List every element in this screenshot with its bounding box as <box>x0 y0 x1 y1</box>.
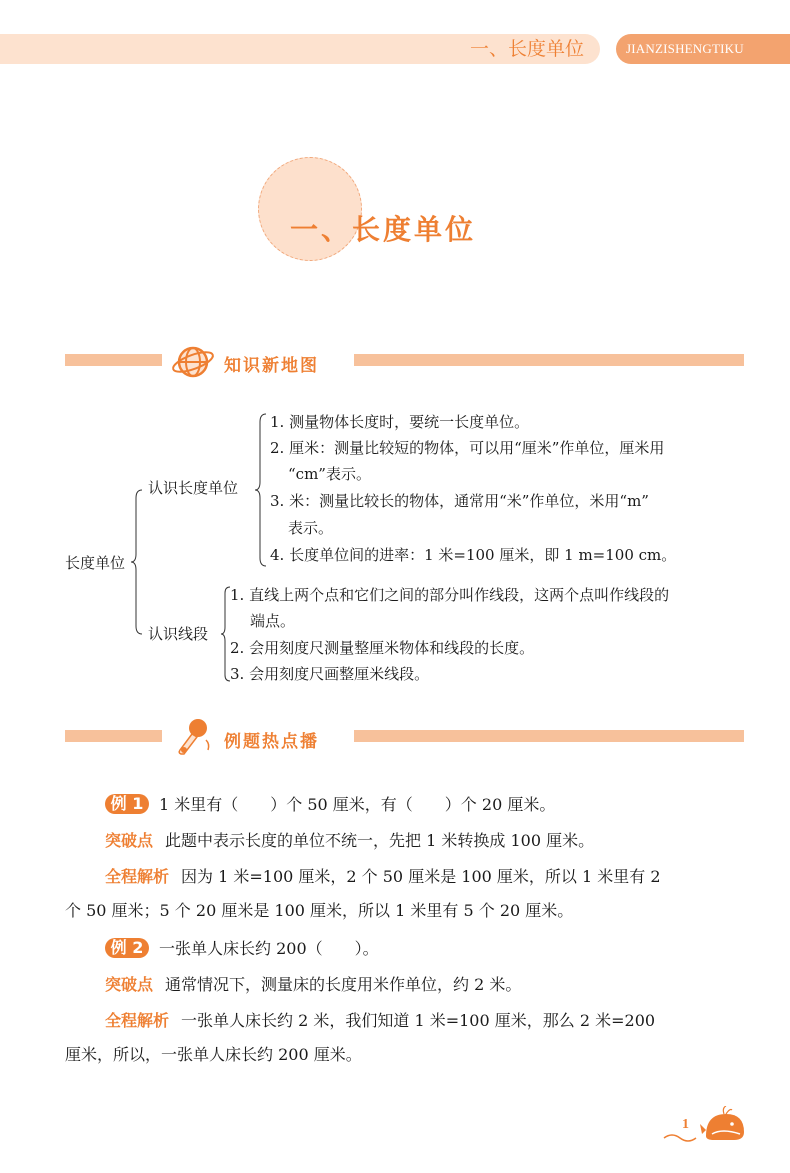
branch2-item: 1. 直线上两个点和它们之间的部分叫作线段，这两个点叫作线段的 <box>230 586 670 604</box>
microphone-icon <box>170 716 216 756</box>
branch1-item: 4. 长度单位间的进率：1 米=100 厘米，即 1 m=100 cm。 <box>270 546 677 564</box>
branch1-brace <box>254 412 268 568</box>
tree-root: 长度单位 <box>65 554 126 572</box>
section1-bar-left <box>65 354 162 366</box>
section2-title: 例题热点播 <box>224 732 319 752</box>
branch1-item: 表示。 <box>288 519 334 537</box>
example1-key-row <box>65 829 745 853</box>
page-number: 1 <box>682 1117 689 1132</box>
section2-bar-right <box>354 730 744 742</box>
section2-bar-left <box>65 730 162 742</box>
section1-bar-right <box>354 354 744 366</box>
branch2-item: 2. 会用刻度尺测量整厘米物体和线段的长度。 <box>230 639 535 657</box>
example2-analysis-line1: 一张单人床长约 2 米，我们知道 1 米=100 厘米，那么 2 米=200 <box>181 1011 656 1030</box>
example1-question: 1 米里有（ ）个 50 厘米，有（ ）个 20 厘米。 <box>159 795 556 814</box>
example2-question: 一张单人床长约 200（ ）。 <box>159 939 379 958</box>
branch1-item: 1. 测量物体长度时，要统一长度单位。 <box>270 413 530 431</box>
example1-badge: 例 1 <box>105 794 149 814</box>
example1-analysis-label: 全程解析 <box>105 867 170 886</box>
branch1-item: “cm”表示。 <box>288 465 371 483</box>
example1-key-text: 此题中表示长度的单位不统一，先把 1 米转换成 100 厘米。 <box>165 831 595 850</box>
example2-question-row <box>65 937 745 961</box>
branch1-label: 认识长度单位 <box>148 479 239 497</box>
example2-key-row <box>65 973 745 997</box>
example2-badge: 例 2 <box>105 938 149 958</box>
chapter-title: 一、长度单位 <box>290 213 477 246</box>
branch1-item: 3. 米：测量比较长的物体，通常用“米”作单位，米用“m” <box>270 492 649 510</box>
branch1-item: 2. 厘米：测量比较短的物体，可以用“厘米”作单位，厘米用 <box>270 439 665 457</box>
example2-key-text: 通常情况下，测量床的长度用米作单位，约 2 米。 <box>165 975 522 994</box>
example1-analysis-line1: 因为 1 米=100 厘米，2 个 50 厘米是 100 厘米，所以 1 米里有 2 <box>181 867 661 886</box>
example1-analysis-row <box>65 865 745 889</box>
branch2-item: 3. 会用刻度尺画整厘米线段。 <box>230 665 430 683</box>
header-tag: JIANZISHENGTIKU <box>616 34 790 64</box>
example1-question-row <box>65 793 745 817</box>
example2-key-label: 突破点 <box>105 975 154 994</box>
branch2-item: 端点。 <box>250 612 296 630</box>
example2-analysis-label: 全程解析 <box>105 1011 170 1030</box>
example1-analysis-line2: 个 50 厘米；5 个 20 厘米是 100 厘米，所以 1 米里有 5 个 20 厘米。 <box>65 901 574 920</box>
example1-key-label: 突破点 <box>105 831 154 850</box>
example2-analysis-row <box>65 1009 745 1033</box>
header-title: 一、长度单位 <box>469 38 584 60</box>
branch2-label: 认识线段 <box>148 625 209 643</box>
example2-analysis-line2: 厘米，所以，一张单人床长约 200 厘米。 <box>65 1045 362 1064</box>
whale-icon <box>662 1106 748 1146</box>
section1-title: 知识新地图 <box>224 356 319 376</box>
globe-icon <box>171 344 215 380</box>
root-brace <box>130 488 144 636</box>
